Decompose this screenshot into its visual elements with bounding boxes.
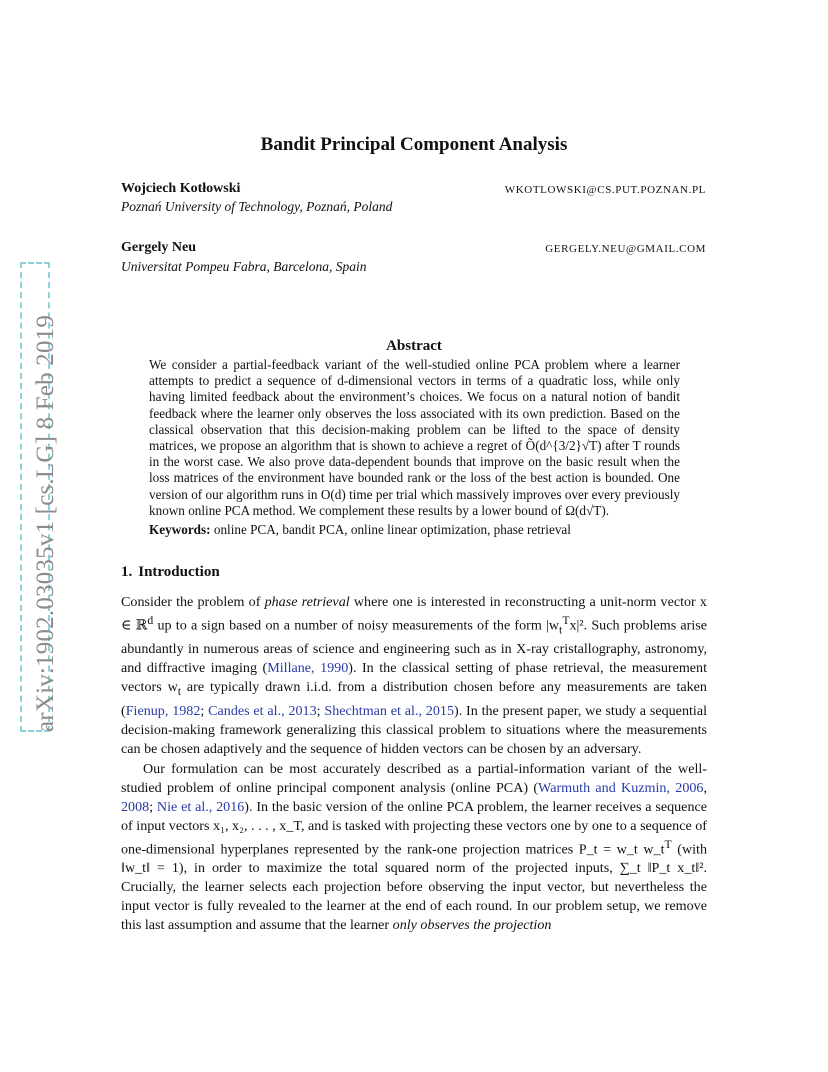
keywords — [149, 522, 571, 538]
section-heading — [121, 564, 220, 581]
p1-emph: phase retrieval — [264, 594, 350, 610]
p1-text-h: ). In the present paper, we study a sequential decision-making framework generalizing this classical problem to situations where the measurements can be chosen adaptively and the sequence of hidden vectors can be chosen by an adversary. — [121, 702, 707, 757]
p1-sup-d: d — [147, 613, 154, 627]
citation-shechtman[interactable]: Shechtman et al., 2015 — [324, 702, 454, 719]
p1-sub-t: t — [559, 623, 563, 637]
author-affiliation-1: Poznań University of Technology, Poznań, Poland — [121, 199, 393, 214]
p2-text-c: (with ‖w_t‖ = 1), in order to maximize the total squared norm of the projected inputs, ∑_t ‖P_t x_t‖². Crucially, the learner selects each projection before observing the input vector, but nevertheless the input vector is fully revealed to the learner at the end of each round. In our problem setup, we remove this last assumption and assume that the learner — [121, 841, 708, 933]
author-affiliation-2: Universitat Pompeu Fabra, Barcelona, Spain — [121, 259, 367, 274]
citation-candes[interactable]: Candes et al., 2013 — [208, 702, 317, 719]
citation-nie[interactable]: Nie et al., 2016 — [156, 798, 245, 815]
p1-text-c: where one is interested in reconstructing a unit-norm vector x ∈ ℝ — [121, 594, 707, 634]
p2-text-b: ). In the basic version of the online PCA problem, the learner receives a sequence of input vectors x₁, x₂, . . . , x_T, and is tasked with projecting these vectors one by one to a sequence of one-dimensional hyperplanes represented by the rank-one projection matrices P_t = w_t w_t — [121, 798, 707, 858]
paper-title: Bandit Principal Component Analysis — [260, 134, 568, 155]
author-email-2: GERGELY.NEU@GMAIL.COM — [545, 243, 706, 255]
p1-sep-1: ; — [200, 702, 209, 719]
p1-text-f: ). In the classical setting of phase retrieval, the measurement vectors w — [121, 660, 707, 696]
p1-sub-t2: t — [177, 684, 182, 698]
p1-text-g: are typically drawn i.i.d. from a distribution chosen before any measurements are taken ( — [121, 679, 707, 719]
p2-emph: only observes the projection — [392, 916, 552, 933]
paragraph-2 — [121, 760, 707, 935]
keywords-label: Keywords: — [149, 522, 211, 537]
abstract-text: We consider a partial-feedback variant of the well-studied online PCA problem where a learner attempts to predict a sequence of d-dimensional vectors in terms of a quadratic loss, while only having limited feedback about the environment’s choices. We focus on a natural notion of bandit feedback where the learner only observes the loss associated with its own prediction. Based on the classical observation that this decision-making problem can be lifted to the space of density matrices, we propose an algorithm that is shown to achieve a regret of Õ(d^{3/2}√T) after T rounds in the worst case. We also prove data-dependent bounds that improve on the basic result when the loss matrices of the environment have bounded rank or the loss of the best action is bounded. One version of our algorithm runs in O(d) time per trial which massively improves over every previously known online PCA method. We complement these results by a lower bound of Ω(d√T). — [149, 357, 680, 518]
p2-sep-2: ; — [149, 798, 157, 815]
p2-sup-T: T — [664, 837, 672, 851]
p1-text-e: x|². Such problems arise abundantly in numerous areas of science and engineering such as in X-ray cristallography, astronomy, and diffractive imaging ( — [121, 617, 708, 677]
author-name-1: Wojciech Kotłowski — [121, 181, 241, 196]
abstract-heading: Abstract — [386, 338, 442, 354]
arxiv-stamp — [12, 262, 59, 732]
author-name-2: Gergely Neu — [121, 240, 197, 255]
citation-warmuth-2006[interactable]: Warmuth and Kuzmin, 2006 — [538, 779, 704, 796]
citation-fienup[interactable]: Fienup, 1982 — [125, 702, 201, 719]
citation-millane[interactable]: Millane, 1990 — [267, 660, 349, 677]
paragraph-1 — [121, 593, 707, 759]
section-title: Introduction — [138, 564, 220, 580]
author-email-1: WKOTLOWSKI@CS.PUT.POZNAN.PL — [504, 184, 706, 196]
p2-text-a: Our formulation can be most accurately described as a partial-information variant of the well-studied problem of online principal component analysis (online PCA) ( — [121, 761, 707, 796]
p1-sep-2: ; — [316, 702, 325, 719]
section-number: 1. — [121, 564, 133, 580]
arxiv-stamp-text: arXiv:1902.03035v1 [cs.LG] 8 Feb 2019 — [32, 314, 59, 732]
keywords-list: online PCA, bandit PCA, online linear optimization, phase retrieval — [213, 522, 571, 537]
p1-text-a: Consider the problem of — [121, 594, 265, 610]
p2-sep-1: , — [703, 779, 707, 796]
citation-warmuth-2008[interactable]: 2008 — [121, 798, 150, 815]
p1-sup-T: T — [562, 613, 570, 627]
p1-text-d: up to a sign based on a number of noisy measurements of the form |w — [153, 617, 560, 634]
